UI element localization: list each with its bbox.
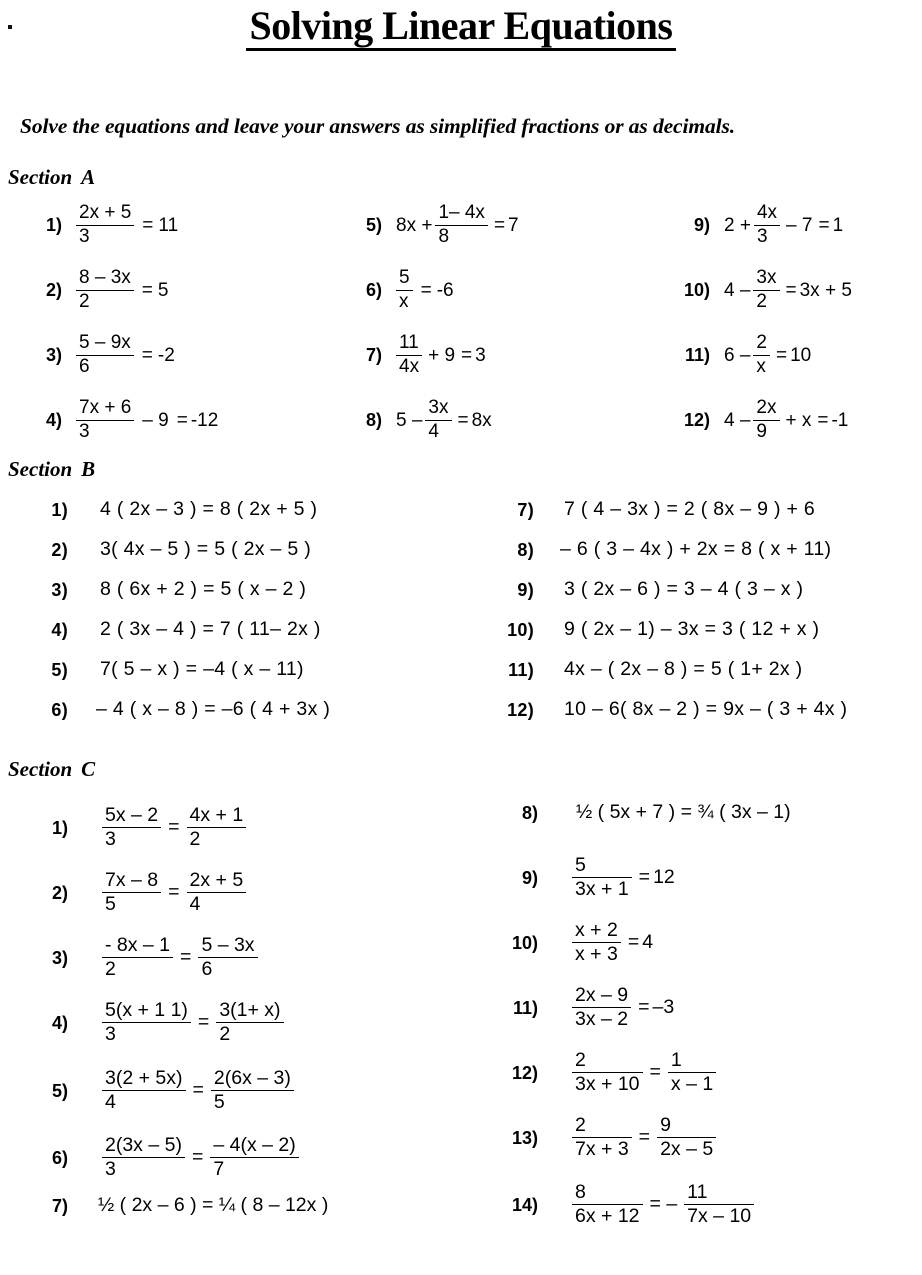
fraction-denominator: x [756, 355, 766, 377]
problem-a-12 [672, 398, 848, 442]
fraction-right [216, 1000, 283, 1045]
fraction [435, 203, 487, 247]
fraction-denominator: 5 [105, 893, 116, 916]
fraction-numerator: 2x – 9 [572, 985, 631, 1008]
fraction-denominator: x [399, 290, 409, 312]
equals-sign: = [638, 1125, 651, 1148]
equals-sign: = [493, 214, 506, 236]
equals-sign: = [142, 214, 154, 236]
problem-number: 3) [45, 345, 62, 366]
fraction-numerator: 8 [572, 1182, 643, 1205]
fraction-left [572, 1182, 643, 1227]
problem-expression: 3( 4x – 5 ) = 5 ( 2x – 5 ) [100, 538, 312, 560]
fraction-denominator: 3 [79, 225, 90, 247]
section-heading-b [8, 457, 95, 482]
equals-sign: = [420, 279, 432, 301]
problem-b-7 [500, 500, 815, 520]
problem-expression: 4x – ( 2x – 8 ) = 5 ( 1+ 2x ) [564, 658, 803, 680]
fraction-numerator: 9 [657, 1115, 716, 1138]
equals-sign: = [461, 344, 473, 366]
fraction-right [187, 805, 247, 850]
middle-term: – 7 [786, 214, 813, 236]
equals-sign: = [141, 344, 153, 366]
right-hand-side: -12 [190, 409, 219, 431]
fraction-denominator: 6 [201, 958, 213, 981]
fraction-left [572, 985, 631, 1030]
fraction-denominator: 4x [399, 355, 420, 377]
left-hand-side: 2 + [724, 214, 751, 236]
problem-number: 8) [517, 539, 534, 560]
problem-expression [382, 333, 486, 377]
problem-number: 6) [365, 280, 382, 301]
instruction-text: Solve the equations and leave your answers as simplified fractions or as decimals. [20, 114, 736, 138]
fraction-denominator: 3 [105, 828, 116, 851]
problem-c-1 [40, 805, 250, 850]
fraction-numerator: 1 [668, 1050, 716, 1073]
problem-number: 8) [365, 410, 382, 431]
problem-number: 5) [51, 659, 68, 680]
fraction-numerator: 2(3x – 5) [102, 1135, 185, 1158]
fraction-denominator: 2x – 5 [660, 1138, 714, 1161]
fraction-right [657, 1115, 716, 1160]
left-hand-side: 4 – [724, 409, 751, 431]
problem-b-2 [40, 540, 311, 560]
fraction-numerator: 2(6x – 3) [211, 1068, 294, 1091]
problem-b-5 [40, 660, 304, 680]
fraction-numerator: 4x + 1 [187, 805, 247, 828]
fraction-left [102, 805, 161, 850]
fraction-denominator: 2 [79, 290, 90, 312]
right-hand-side: 11 [158, 214, 179, 236]
equals-sign: = [192, 1078, 204, 1101]
fraction-numerator: 2 [572, 1050, 643, 1073]
fraction-denominator: x + 3 [575, 943, 618, 966]
problem-expression [710, 203, 843, 247]
fraction-right [198, 935, 257, 980]
fraction-right [211, 1068, 294, 1113]
problem-number: 4) [45, 410, 62, 431]
fraction-left [572, 1115, 632, 1160]
problem-expression: ½ ( 2x – 6 ) = ¼ ( 8 – 12x ) [98, 1194, 329, 1216]
equals-sign: = [649, 1060, 661, 1083]
right-hand-side: -1 [831, 409, 849, 431]
problem-number: 13) [511, 1127, 538, 1148]
section-heading-c [8, 757, 95, 782]
problem-c-12 [508, 1050, 720, 1095]
fraction-denominator: 8 [438, 225, 450, 247]
problem-c-6 [40, 1135, 303, 1180]
right-hand-side: 5 [157, 279, 169, 301]
fraction [76, 398, 134, 442]
fraction [753, 398, 779, 442]
fraction-numerator: 5(x + 1 1) [102, 1000, 191, 1023]
fraction-numerator: 11 [396, 333, 422, 356]
right-hand-side: 7 [508, 214, 519, 236]
problem-number: 2) [51, 539, 68, 560]
equals-sign: = [817, 409, 829, 431]
problem-b-9 [500, 580, 803, 600]
fraction-denominator: 3 [105, 1158, 116, 1181]
problem-c-4 [40, 1000, 288, 1045]
fraction-numerator: 1– 4x [435, 203, 487, 226]
fraction-right [210, 1135, 298, 1180]
problem-b-11 [500, 660, 802, 680]
problem-number: 11) [684, 345, 710, 366]
fraction [425, 398, 451, 442]
problem-expression [710, 398, 848, 442]
problem-number: 11) [508, 659, 534, 680]
fraction-denominator: 3 [105, 1023, 116, 1046]
problem-expression [710, 268, 852, 312]
problem-a-10 [672, 268, 852, 312]
section-word-c: Section [8, 757, 73, 781]
problem-number: 14) [511, 1194, 538, 1215]
fraction-left [102, 1000, 191, 1045]
problem-expression: 4 ( 2x – 3 ) = 8 ( 2x + 5 ) [100, 498, 318, 520]
problem-a-8 [356, 398, 492, 442]
fraction-numerator: 5 – 3x [198, 935, 257, 958]
equals-sign: = [191, 1145, 204, 1168]
problem-expression: 8 ( 6x + 2 ) = 5 ( x – 2 ) [100, 578, 307, 600]
equals-sign: = [776, 344, 788, 366]
right-hand-side: 12 [653, 865, 675, 888]
fraction-left [102, 1068, 186, 1113]
left-hand-side: 4 – [724, 279, 751, 301]
page-speck-mark [8, 25, 12, 29]
problem-a-6 [356, 268, 454, 312]
problem-c-7 [40, 1196, 328, 1216]
fraction-denominator: 4 [105, 1091, 116, 1114]
problem-number: 1) [51, 817, 68, 838]
section-letter-a: A [81, 165, 96, 189]
problem-b-8 [500, 540, 831, 560]
fraction-denominator: 6 [79, 355, 90, 377]
problem-c-5 [40, 1068, 298, 1113]
problem-number: 5) [365, 215, 382, 236]
problem-b-10 [500, 620, 819, 640]
problem-c-3 [40, 935, 262, 980]
problem-expression: – 4 ( x – 8 ) = –6 ( 4 + 3x ) [96, 698, 331, 720]
equals-sign: = [168, 815, 180, 838]
problem-number: 5) [51, 1080, 68, 1101]
fraction-denominator: 7 [213, 1158, 225, 1181]
problem-a-4 [36, 398, 218, 442]
problem-number: 6) [51, 699, 68, 720]
fraction-denominator: 9 [756, 420, 767, 442]
problem-number: 9) [521, 867, 538, 888]
fraction-denominator: 7x + 3 [575, 1138, 629, 1161]
problem-number: 1) [45, 215, 62, 236]
middle-term: – 9 [142, 409, 169, 431]
equals-sign: = [457, 409, 469, 431]
fraction-left [102, 870, 161, 915]
problem-a-2 [36, 268, 168, 312]
fraction-numerator: 5 [396, 268, 413, 291]
section-heading-a [8, 165, 95, 190]
problem-number: 2) [45, 280, 62, 301]
fraction-denominator: 6x + 12 [575, 1205, 640, 1228]
fraction-numerator: 7x + 6 [76, 398, 134, 421]
fraction-denominator: 2 [105, 958, 116, 981]
problem-expression [98, 935, 262, 980]
problem-b-3 [40, 580, 306, 600]
problem-c-9 [508, 855, 675, 900]
fraction-numerator: 3(2 + 5x) [102, 1068, 186, 1091]
middle-term: + 9 [428, 344, 456, 366]
fraction-right [668, 1050, 716, 1095]
problem-expression [568, 855, 675, 900]
right-hand-side: 3 [475, 344, 486, 366]
problem-number: 12) [511, 1062, 538, 1083]
fraction-numerator: 3(1+ x) [216, 1000, 283, 1023]
fraction-denominator: 3 [756, 225, 768, 247]
problem-number: 4) [51, 1012, 68, 1033]
problem-b-12 [500, 700, 847, 720]
problem-number: 7) [51, 1195, 68, 1216]
problem-number: 6) [51, 1147, 68, 1168]
problem-c-10 [508, 920, 653, 965]
problem-c-8 [508, 803, 791, 823]
equals-sign: = [818, 214, 830, 236]
equals-sign: = [627, 930, 640, 953]
right-hand-side: 10 [790, 344, 812, 366]
fraction-numerator: 2x + 5 [76, 203, 134, 226]
section-word-b: Section [8, 457, 73, 481]
fraction-numerator: 5 – 9x [76, 333, 134, 356]
problem-number: 10) [507, 619, 534, 640]
problem-number: 8) [521, 802, 538, 823]
middle-term: + x [785, 409, 812, 431]
problem-expression [382, 398, 492, 442]
problem-a-1 [36, 203, 178, 247]
fraction-numerator: 5 [572, 855, 632, 878]
fraction-left [102, 935, 173, 980]
problem-number: 7) [517, 499, 534, 520]
fraction-denominator: 3 [79, 420, 90, 442]
problem-expression: 7 ( 4 – 3x ) = 2 ( 8x – 9 ) + 6 [564, 498, 816, 520]
problem-number: 10) [511, 932, 538, 953]
fraction-denominator: 4 [189, 893, 201, 916]
fraction-numerator: 2 [753, 333, 770, 356]
fraction [396, 268, 413, 312]
fraction-numerator: 3x [425, 398, 451, 421]
problem-number: 1) [51, 499, 68, 520]
equals-sign: = [168, 880, 180, 903]
right-hand-side: 3x + 5 [799, 279, 852, 301]
right-hand-side: 8x [471, 409, 492, 431]
problem-expression [62, 203, 178, 247]
problem-number: 7) [365, 345, 382, 366]
right-hand-side: -6 [436, 279, 454, 301]
fraction-numerator: 8 – 3x [76, 268, 134, 291]
problem-number: 11) [512, 997, 538, 1018]
fraction-denominator: 2 [189, 828, 201, 851]
equals-sign: = [197, 1010, 210, 1033]
problem-expression: ½ ( 5x + 7 ) = ¾ ( 3x – 1) [576, 801, 791, 823]
page-title [0, 0, 922, 51]
problem-expression [382, 268, 454, 312]
left-hand-side: 5 – [396, 409, 423, 431]
problem-expression [710, 333, 811, 377]
fraction-denominator: 4 [428, 420, 439, 442]
fraction-numerator: 4x [754, 203, 780, 226]
problem-c-11 [508, 985, 674, 1030]
problem-expression [98, 1068, 298, 1113]
problem-c-13 [508, 1115, 720, 1160]
fraction-denominator: 2 [219, 1023, 231, 1046]
fraction-denominator: 3x + 10 [575, 1073, 640, 1096]
problem-a-9 [672, 203, 843, 247]
equals-sign: = [638, 995, 650, 1018]
problem-expression: 10 – 6( 8x – 2 ) = 9x – ( 3 + 4x ) [564, 698, 848, 720]
fraction-numerator: 5x – 2 [102, 805, 161, 828]
fraction-denominator: 3x – 2 [575, 1008, 629, 1031]
fraction [76, 333, 134, 377]
fraction-right [684, 1182, 754, 1227]
problem-expression [98, 1000, 288, 1045]
equals-sign: = [638, 865, 651, 888]
problem-expression [568, 920, 653, 965]
problem-number: 3) [51, 579, 68, 600]
fraction-denominator: 5 [213, 1091, 225, 1114]
fraction-denominator: 2 [756, 290, 767, 312]
fraction-denominator: 3x + 1 [575, 878, 629, 901]
fraction-denominator: 7x – 10 [687, 1205, 752, 1228]
problem-a-3 [36, 333, 175, 377]
fraction-denominator: x – 1 [670, 1073, 714, 1096]
problem-a-11 [672, 333, 811, 377]
problem-expression: 3 ( 2x – 6 ) = 3 – 4 ( 3 – x ) [564, 578, 804, 600]
equals-sign: = [176, 409, 188, 431]
problem-expression [568, 1115, 720, 1160]
fraction-numerator: 2 [572, 1115, 632, 1138]
problem-b-4 [40, 620, 321, 640]
fraction-numerator: - 8x – 1 [102, 935, 173, 958]
fraction-numerator: 11 [684, 1182, 754, 1205]
problem-number: 3) [51, 947, 68, 968]
fraction-right [187, 870, 247, 915]
problem-expression [568, 1182, 758, 1227]
fraction-left [102, 1135, 185, 1180]
right-hand-side: –3 [652, 995, 675, 1018]
problem-number: 9) [693, 215, 710, 236]
problem-number: 10) [683, 280, 710, 301]
problem-number: 9) [517, 579, 534, 600]
fraction [753, 268, 779, 312]
left-hand-side: 6 – [724, 344, 751, 366]
problem-a-5 [356, 203, 519, 247]
problem-number: 12) [683, 410, 710, 431]
section-letter-c: C [81, 757, 96, 781]
equals-sign: = [141, 279, 153, 301]
fraction [76, 203, 134, 247]
problem-expression [568, 1050, 720, 1095]
problem-expression [98, 1135, 303, 1180]
problem-expression: 7( 5 – x ) = –4 ( x – 11) [100, 658, 304, 680]
page-title-text: Solving Linear Equations [246, 6, 677, 51]
problem-expression [98, 805, 250, 850]
fraction-numerator: x + 2 [572, 920, 621, 943]
right-hand-side: -2 [157, 344, 175, 366]
problem-b-6 [40, 700, 330, 720]
fraction [76, 268, 134, 312]
fraction-left [572, 855, 632, 900]
fraction-left [572, 920, 621, 965]
problem-a-7 [356, 333, 486, 377]
left-hand-side: 8x + [396, 214, 433, 236]
problem-c-14 [508, 1182, 758, 1227]
fraction [754, 203, 780, 247]
fraction-numerator: – 4(x – 2) [210, 1135, 298, 1158]
problem-expression [62, 333, 175, 377]
equals-sign: = – [649, 1192, 678, 1215]
equals-sign: = [785, 279, 797, 301]
problem-b-1 [40, 500, 317, 520]
problem-expression: 9 ( 2x – 1) – 3x = 3 ( 12 + x ) [564, 618, 820, 640]
problem-number: 2) [51, 882, 68, 903]
equals-sign: = [180, 945, 192, 968]
fraction-left [572, 1050, 643, 1095]
fraction-numerator: 2x [753, 398, 779, 421]
fraction-numerator: 7x – 8 [102, 870, 161, 893]
fraction [753, 333, 770, 377]
problem-expression [62, 398, 218, 442]
problem-number: 12) [507, 699, 534, 720]
section-word-a: Section [8, 165, 73, 189]
fraction [396, 333, 422, 377]
problem-number: 4) [51, 619, 68, 640]
problem-c-2 [40, 870, 250, 915]
section-letter-b: B [81, 457, 96, 481]
problem-expression: – 6 ( 3 – 4x ) + 2x = 8 ( x + 11) [560, 538, 832, 560]
problem-expression: 2 ( 3x – 4 ) = 7 ( 11– 2x ) [100, 618, 321, 640]
right-hand-side: 4 [642, 930, 654, 953]
problem-expression [98, 870, 250, 915]
fraction-numerator: 2x + 5 [187, 870, 247, 893]
problem-expression [382, 203, 519, 247]
problem-expression [62, 268, 168, 312]
problem-expression [568, 985, 674, 1030]
fraction-numerator: 3x [753, 268, 779, 291]
right-hand-side: 1 [832, 214, 844, 236]
